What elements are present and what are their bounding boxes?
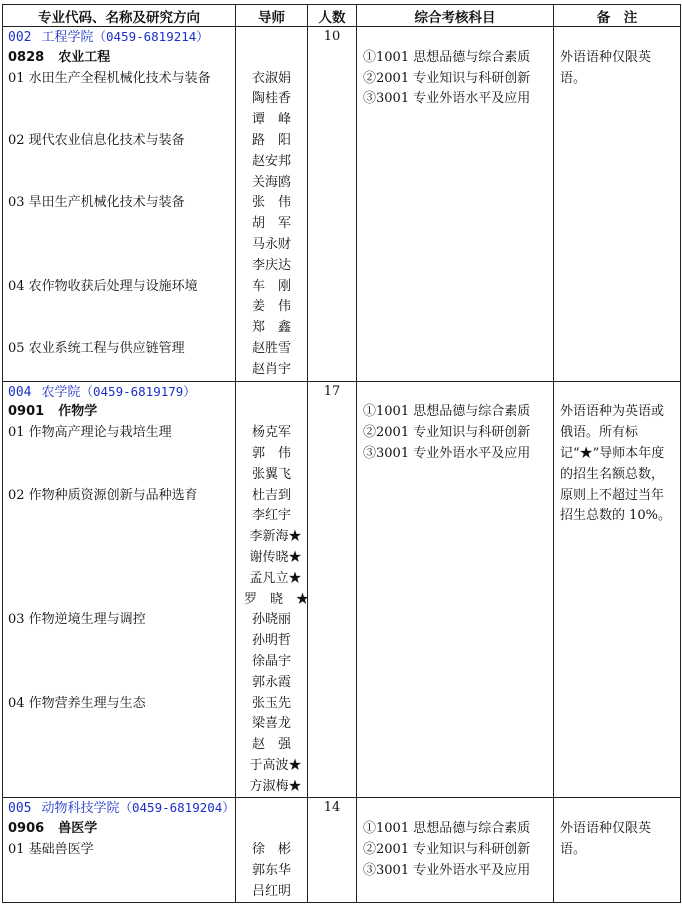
department-phone: （0459-6819214） — [93, 29, 209, 44]
advisor-name: 徐彬 — [251, 842, 304, 858]
remarks-cell — [554, 798, 681, 903]
count-cell — [308, 798, 357, 903]
advisor-name: 于高波★ — [249, 757, 302, 773]
spacer — [3, 465, 235, 486]
subjects-cell — [357, 381, 554, 798]
research-direction: 02 现代农业信息化技术与装备 — [8, 132, 185, 148]
header-remarks: 备 注 — [554, 5, 681, 27]
spacer — [357, 27, 553, 48]
spacer — [3, 548, 235, 569]
research-direction: 03 旱田生产机械化技术与装备 — [8, 195, 185, 211]
major-name: 兽医学 — [58, 821, 98, 837]
program-cell — [3, 27, 236, 382]
spacer — [554, 27, 680, 48]
advisor-name: 张玉先 — [251, 695, 291, 711]
advisor-name: 孙明哲 — [251, 633, 291, 649]
remarks-cell — [554, 381, 681, 798]
header-count: 人数 — [308, 5, 357, 27]
spacer — [236, 819, 307, 840]
advisor-name: 赵肖宇 — [251, 361, 291, 377]
spacer — [3, 360, 235, 381]
exam-subject: ②2001 专业知识与科研创新 — [363, 70, 531, 86]
advisor-name: 张伟 — [251, 195, 304, 211]
advisor-name: 郭伟 — [251, 445, 304, 461]
advisor-name: 李红宇 — [251, 508, 291, 524]
exam-subject: ③3001 专业外语水平及应用 — [363, 862, 531, 878]
table-header-row — [3, 5, 681, 27]
section-row — [3, 381, 681, 798]
program-table — [2, 4, 681, 903]
advisor-name: 车刚 — [251, 278, 304, 294]
spacer — [3, 861, 235, 882]
advisor-name: 杜吉到 — [251, 487, 291, 503]
research-direction: 02 作物种质资源创新与品种选育 — [8, 487, 198, 503]
advisor-name: 梁喜龙 — [251, 716, 291, 732]
enrollment-count: 14 — [323, 800, 341, 816]
department-phone: （0459-6819179） — [80, 383, 196, 399]
advisor-name: 胡军 — [251, 216, 304, 232]
department-line — [3, 798, 235, 819]
research-direction: 04 农作物收获后处理与设施环境 — [8, 278, 198, 294]
spacer — [3, 652, 235, 673]
advisor-name: 关海鸥 — [251, 174, 291, 190]
remark-text: 外语语种为英语或俄语。所有标记“★”导师本年度的招生名额总数，原则上不超过当年招生总数的 10%。 — [560, 404, 672, 524]
advisor-name: 杨克军 — [251, 425, 291, 441]
spacer — [236, 798, 307, 819]
spacer — [3, 569, 235, 590]
spacer — [3, 256, 235, 277]
advisor-name: 吕红明 — [251, 883, 291, 899]
remarks-cell — [554, 27, 681, 382]
spacer — [3, 318, 235, 339]
department-phone: （0459-6819204） — [119, 800, 235, 816]
spacer — [3, 777, 235, 798]
section-row — [3, 798, 681, 903]
advisor-name: 郭东华 — [251, 862, 291, 878]
spacer — [3, 506, 235, 527]
research-direction: 01 水田生产全程机械化技术与装备 — [8, 70, 211, 86]
spacer — [3, 444, 235, 465]
department-line — [3, 27, 235, 48]
spacer — [357, 798, 553, 819]
remark-text: 外语语种仅限英语。 — [560, 49, 652, 86]
exam-subject: ③3001 专业外语水平及应用 — [363, 91, 531, 107]
advisor-name: 陶桂香 — [251, 91, 291, 107]
advisor-name: 姜伟 — [251, 299, 304, 315]
advisor-name: 李新海★ — [249, 529, 302, 545]
research-direction: 01 作物高产理论与栽培生理 — [8, 425, 172, 441]
advisor-cell — [236, 798, 308, 903]
spacer — [3, 756, 235, 777]
department-code: 002 — [8, 30, 32, 45]
spacer — [3, 297, 235, 318]
spacer — [3, 590, 235, 611]
spacer — [236, 382, 307, 403]
spacer — [3, 173, 235, 194]
advisor-name: 方淑梅★ — [249, 778, 302, 794]
advisor-name: 张翼飞 — [251, 466, 291, 482]
major-code: 0901 — [8, 404, 45, 420]
advisor-name: 赵安邦 — [251, 153, 291, 169]
spacer — [3, 714, 235, 735]
department-line — [3, 382, 235, 403]
header-subjects: 综合考核科目 — [357, 5, 554, 27]
advisor-name: 郑鑫 — [251, 320, 304, 336]
count-cell — [308, 27, 357, 382]
major-line — [3, 402, 235, 423]
research-direction: 03 作物逆境生理与调控 — [8, 612, 146, 628]
major-name: 农业工程 — [58, 49, 111, 65]
spacer — [3, 631, 235, 652]
spacer — [3, 89, 235, 110]
advisor-cell — [236, 27, 308, 382]
department-name: 工程学院 — [41, 30, 94, 45]
spacer — [3, 235, 235, 256]
subjects-cell — [357, 27, 554, 382]
major-code: 0828 — [8, 49, 45, 65]
major-code: 0906 — [8, 821, 45, 837]
spacer — [3, 152, 235, 173]
enrollment-count: 10 — [323, 29, 341, 44]
department-name: 动物科技学院 — [41, 801, 120, 817]
spacer — [3, 735, 235, 756]
spacer — [3, 214, 235, 235]
advisor-name: 谭峰 — [251, 112, 304, 128]
spacer — [554, 382, 680, 403]
advisor-cell — [236, 381, 323, 798]
spacer — [3, 882, 235, 903]
advisor-name: 谢传晓★ — [249, 549, 302, 565]
subjects-cell — [357, 798, 554, 903]
exam-subject: ③3001 专业外语水平及应用 — [363, 445, 531, 461]
advisor-name: 罗晓★ — [244, 591, 323, 607]
header-advisor: 导师 — [236, 5, 308, 27]
header-program: 专业代码、名称及研究方向 — [3, 5, 236, 27]
research-direction: 01 基础兽医学 — [8, 842, 94, 858]
exam-subject: ①1001 思想品德与综合素质 — [363, 404, 531, 420]
advisor-name: 赵强 — [251, 737, 304, 753]
spacer — [554, 798, 680, 819]
department-code: 005 — [8, 801, 32, 817]
exam-subject: ②2001 专业知识与科研创新 — [363, 842, 531, 858]
department-name: 农学院 — [41, 384, 81, 400]
enrollment-count: 17 — [323, 383, 341, 399]
exam-subject: ②2001 专业知识与科研创新 — [363, 425, 531, 441]
department-code: 004 — [8, 384, 32, 400]
advisor-name: 徐晶宇 — [251, 653, 291, 669]
spacer — [236, 27, 307, 48]
exam-subject: ①1001 思想品德与综合素质 — [363, 821, 531, 837]
spacer — [3, 673, 235, 694]
major-name: 作物学 — [58, 404, 98, 420]
research-direction: 05 农业系统工程与供应链管理 — [8, 340, 185, 356]
advisor-name: 衣淑娟 — [251, 70, 291, 86]
spacer — [236, 48, 307, 69]
major-line — [3, 819, 235, 840]
advisor-name: 孙晓丽 — [251, 612, 291, 628]
advisor-name: 马永财 — [251, 236, 291, 252]
advisor-name: 郭永霞 — [251, 674, 291, 690]
remark-text: 外语语种仅限英语。 — [560, 821, 652, 858]
advisor-name: 赵胜雪 — [251, 340, 291, 356]
major-line — [3, 48, 235, 69]
advisor-name: 孟凡立★ — [249, 570, 302, 586]
section-row — [3, 27, 681, 382]
research-direction: 04 作物营养生理与生态 — [8, 695, 146, 711]
advisor-name: 路阳 — [251, 132, 304, 148]
program-cell — [3, 798, 236, 903]
advisor-name: 李庆达 — [251, 257, 291, 273]
spacer — [357, 382, 553, 403]
spacer — [236, 402, 307, 423]
spacer — [3, 110, 235, 131]
exam-subject: ①1001 思想品德与综合素质 — [363, 49, 531, 65]
spacer — [3, 527, 235, 548]
program-cell — [3, 381, 236, 798]
